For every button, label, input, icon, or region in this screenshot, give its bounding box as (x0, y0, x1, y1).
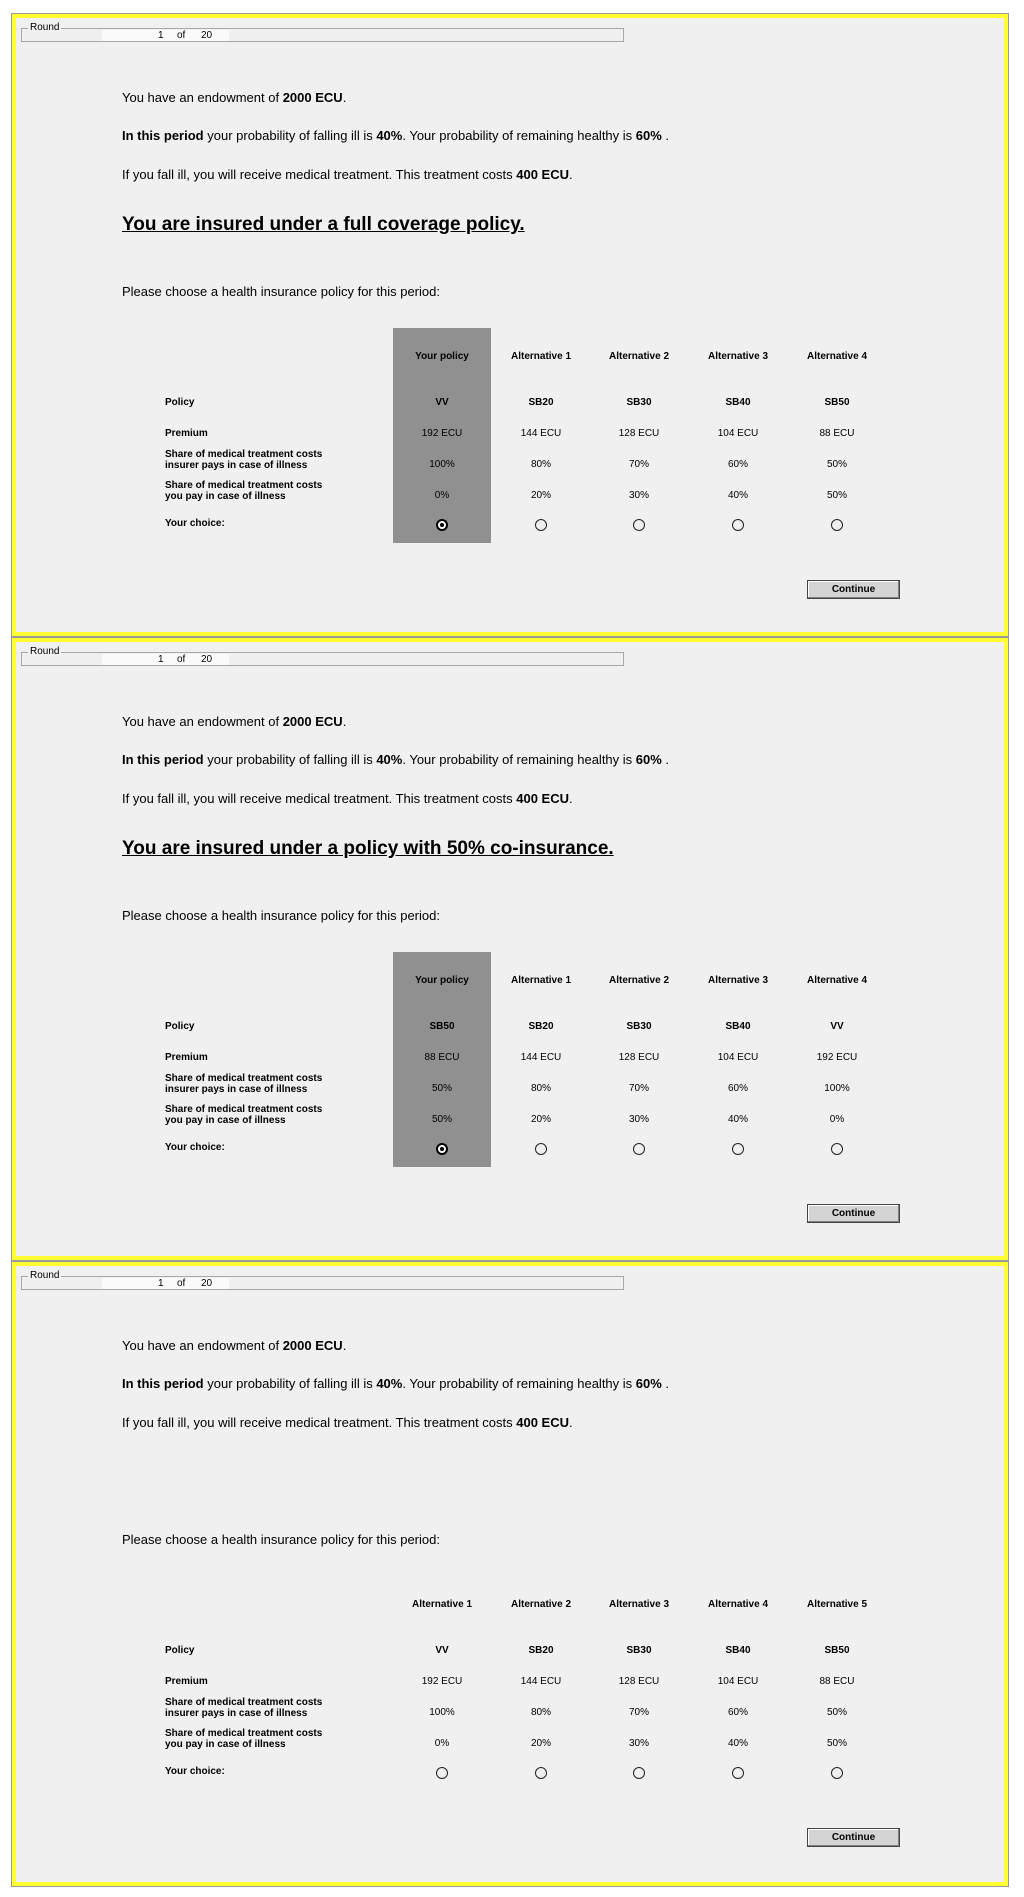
insurer-share-value: 100% (429, 459, 455, 470)
you-share-value: 50% (826, 1738, 847, 1749)
column-header: Alternative 2 (510, 1599, 572, 1610)
policy-name: SB40 (725, 1021, 751, 1032)
column-header: Alternative 2 (608, 975, 670, 986)
policy-radio[interactable] (436, 519, 448, 531)
policy-name: SB30 (626, 1645, 652, 1656)
column-header: Alternative 2 (608, 351, 670, 362)
insurer-share-value: 80% (530, 1707, 551, 1718)
you-share-value: 0% (829, 1114, 845, 1125)
round-indicator (21, 646, 624, 666)
insurer-share-value: 70% (628, 1707, 649, 1718)
probability-text: In this period your probability of falling ill is 40%. Your probability of remaining healthy is 60% . (122, 752, 670, 767)
policy-radio[interactable] (633, 1767, 645, 1779)
you-share-value: 50% (431, 1114, 452, 1125)
you-share-value: 30% (628, 490, 649, 501)
screen-panel-1 (12, 14, 1008, 636)
probability-text: In this period your probability of falling ill is 40%. Your probability of remaining healthy is 60% . (122, 1376, 670, 1391)
screen-panel-3 (12, 1262, 1008, 1886)
row-label-insurer-share: Share of medical treatment costs insurer pays in case of illness (165, 1073, 323, 1095)
insurer-share-value: 70% (628, 1083, 649, 1094)
round-of: of (177, 1278, 186, 1289)
insurer-share-value: 80% (530, 1083, 551, 1094)
row-label-choice: Your choice: (165, 518, 225, 529)
column-header: Alternative 4 (707, 1599, 769, 1610)
policy-radio[interactable] (535, 1143, 547, 1155)
premium-value: 128 ECU (618, 428, 660, 439)
premium-value: 104 ECU (717, 1052, 759, 1063)
policy-name: SB40 (725, 397, 751, 408)
round-current: 1 (158, 654, 164, 665)
choose-prompt: Please choose a health insurance policy for this period: (122, 284, 440, 299)
round-current: 1 (158, 30, 164, 41)
policy-name: SB30 (626, 1021, 652, 1032)
column-header: Your policy (415, 975, 469, 986)
premium-value: 88 ECU (819, 1676, 855, 1687)
row-label-premium: Premium (165, 428, 208, 439)
premium-value: 192 ECU (421, 428, 463, 439)
you-share-value: 20% (530, 490, 551, 501)
policy-radio[interactable] (831, 1767, 843, 1779)
premium-value: 192 ECU (421, 1676, 463, 1687)
continue-button[interactable]: Continue (807, 1828, 900, 1847)
row-label-policy: Policy (165, 397, 195, 408)
round-of: of (177, 30, 186, 41)
policy-name: SB50 (824, 1645, 850, 1656)
round-counter (102, 654, 229, 665)
choose-prompt: Please choose a health insurance policy for this period: (122, 1532, 440, 1547)
column-header: Alternative 3 (707, 975, 769, 986)
round-indicator (21, 1270, 624, 1290)
probability-text: In this period your probability of falling ill is 40%. Your probability of remaining healthy is 60% . (122, 128, 670, 143)
premium-value: 144 ECU (520, 1676, 562, 1687)
row-label-insurer-share: Share of medical treatment costs insurer pays in case of illness (165, 1697, 323, 1719)
round-total: 20 (201, 30, 213, 41)
insurer-share-value: 80% (530, 459, 551, 470)
insurer-share-value: 60% (727, 1707, 748, 1718)
insurer-share-value: 100% (429, 1707, 455, 1718)
premium-value: 104 ECU (717, 428, 759, 439)
round-counter (102, 30, 229, 41)
row-label-you-share: Share of medical treatment costs you pay in case of illness (165, 1104, 323, 1126)
policy-name: VV (435, 1645, 449, 1656)
coverage-headline: You are insured under a policy with 50% co-insurance. (122, 838, 614, 859)
policy-radio[interactable] (732, 1767, 744, 1779)
round-total: 20 (201, 1278, 213, 1289)
endowment-text: You have an endowment of 2000 ECU. (122, 1338, 347, 1353)
row-label-you-share: Share of medical treatment costs you pay in case of illness (165, 480, 323, 502)
you-share-value: 50% (826, 490, 847, 501)
policy-radio[interactable] (831, 519, 843, 531)
column-header: Alternative 1 (510, 975, 572, 986)
you-share-value: 40% (727, 1738, 748, 1749)
policy-name: SB40 (725, 1645, 751, 1656)
round-current: 1 (158, 1278, 164, 1289)
policy-name: SB20 (528, 1645, 554, 1656)
policy-name: SB30 (626, 397, 652, 408)
continue-button[interactable]: Continue (807, 580, 900, 599)
premium-value: 88 ECU (424, 1052, 460, 1063)
column-header: Alternative 3 (608, 1599, 670, 1610)
row-label-policy: Policy (165, 1645, 195, 1656)
insurer-share-value: 100% (824, 1083, 850, 1094)
round-counter (102, 1278, 229, 1289)
policy-name: SB50 (824, 397, 850, 408)
you-share-value: 40% (727, 1114, 748, 1125)
you-share-value: 20% (530, 1738, 551, 1749)
row-label-premium: Premium (165, 1052, 208, 1063)
policy-name: SB20 (528, 1021, 554, 1032)
column-header: Alternative 4 (806, 975, 868, 986)
premium-value: 104 ECU (717, 1676, 759, 1687)
premium-value: 128 ECU (618, 1676, 660, 1687)
round-total: 20 (201, 654, 213, 665)
treatment-text: If you fall ill, you will receive medical treatment. This treatment costs 400 ECU. (122, 167, 573, 182)
insurer-share-value: 60% (727, 1083, 748, 1094)
policy-radio[interactable] (633, 519, 645, 531)
choose-prompt: Please choose a health insurance policy for this period: (122, 908, 440, 923)
round-indicator (21, 22, 624, 42)
row-label-choice: Your choice: (165, 1766, 225, 1777)
policy-radio[interactable] (535, 1767, 547, 1779)
continue-button[interactable]: Continue (807, 1204, 900, 1223)
endowment-text: You have an endowment of 2000 ECU. (122, 714, 347, 729)
you-share-value: 20% (530, 1114, 551, 1125)
round-of: of (177, 654, 186, 665)
premium-value: 192 ECU (816, 1052, 858, 1063)
policy-name: VV (435, 397, 449, 408)
you-share-value: 30% (628, 1738, 649, 1749)
insurer-share-value: 70% (628, 459, 649, 470)
policy-name: SB50 (429, 1021, 455, 1032)
insurer-share-value: 50% (826, 459, 847, 470)
premium-value: 88 ECU (819, 428, 855, 439)
column-header: Alternative 5 (806, 1599, 868, 1610)
row-label-choice: Your choice: (165, 1142, 225, 1153)
policy-name: VV (830, 1021, 844, 1032)
round-label: Round (30, 646, 60, 657)
column-header: Alternative 3 (707, 351, 769, 362)
column-header: Your policy (415, 351, 469, 362)
insurer-share-value: 60% (727, 459, 748, 470)
policy-radio[interactable] (436, 1767, 448, 1779)
policy-radio[interactable] (633, 1143, 645, 1155)
coverage-headline: You are insured under a full coverage policy. (122, 214, 525, 235)
treatment-text: If you fall ill, you will receive medical treatment. This treatment costs 400 ECU. (122, 791, 573, 806)
row-label-premium: Premium (165, 1676, 208, 1687)
policy-radio[interactable] (831, 1143, 843, 1155)
insurer-share-value: 50% (431, 1083, 452, 1094)
round-label: Round (30, 1270, 60, 1281)
you-share-value: 0% (434, 490, 450, 501)
column-header: Alternative 4 (806, 351, 868, 362)
premium-value: 144 ECU (520, 1052, 562, 1063)
policy-radio[interactable] (732, 1143, 744, 1155)
row-label-policy: Policy (165, 1021, 195, 1032)
policy-radio[interactable] (436, 1143, 448, 1155)
column-header: Alternative 1 (411, 1599, 473, 1610)
insurer-share-value: 50% (826, 1707, 847, 1718)
you-share-value: 0% (434, 1738, 450, 1749)
round-label: Round (30, 22, 60, 33)
premium-value: 128 ECU (618, 1052, 660, 1063)
endowment-text: You have an endowment of 2000 ECU. (122, 90, 347, 105)
screen-panel-2 (12, 638, 1008, 1260)
policy-radio[interactable] (732, 519, 744, 531)
row-label-insurer-share: Share of medical treatment costs insurer pays in case of illness (165, 449, 323, 471)
column-header: Alternative 1 (510, 351, 572, 362)
you-share-value: 30% (628, 1114, 649, 1125)
row-label-you-share: Share of medical treatment costs you pay in case of illness (165, 1728, 323, 1750)
you-share-value: 40% (727, 490, 748, 501)
treatment-text: If you fall ill, you will receive medical treatment. This treatment costs 400 ECU. (122, 1415, 573, 1430)
policy-name: SB20 (528, 397, 554, 408)
policy-radio[interactable] (535, 519, 547, 531)
premium-value: 144 ECU (520, 428, 562, 439)
